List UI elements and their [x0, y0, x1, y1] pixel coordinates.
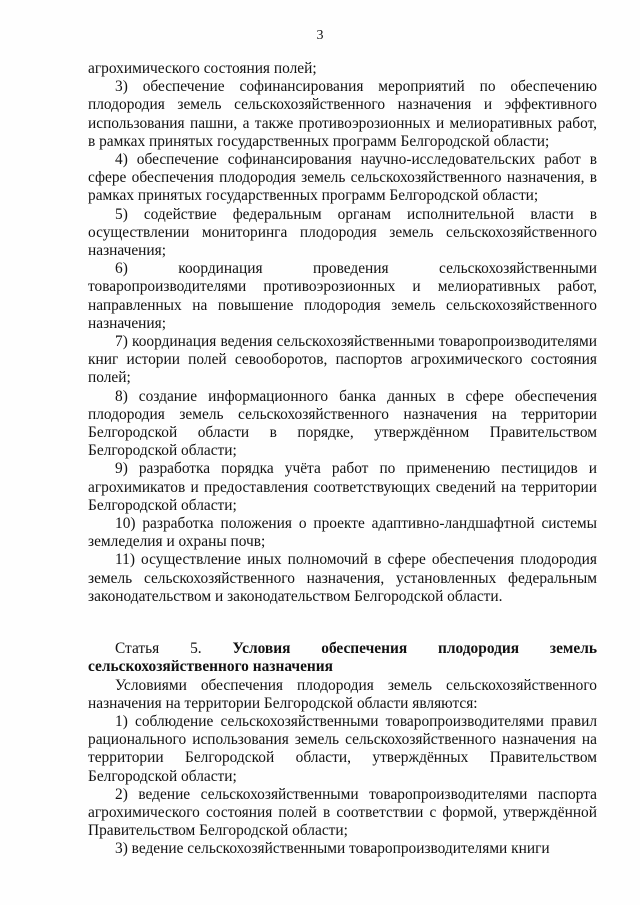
paragraph: 5) содействие федеральным органам исполнительной власти в осуществлении мониторинга плодородия земель сельскохозяйственного назначения;: [88, 205, 597, 260]
article-4-continuation: [88, 60, 597, 606]
paragraph: 1) соблюдение сельскохозяйственными товаропроизводителями правил рационального использования земель сельскохозяйственного назначения на территории Белгородской области, утверждённых Правительством Белгородской области;: [88, 712, 597, 785]
paragraph: агрохимического состояния полей;: [88, 60, 317, 77]
paragraph: 6) координация проведения сельскохозяйственными товаропроизводителями противоэрозионных и мелиоративных работ, направленных на повышение плодородия земель сельскохозяйственного назначения;: [88, 260, 597, 332]
paragraph: 4) обеспечение софинансирования научно-исследовательских работ в сфере обеспечения плодородия земель сельскохозяйственного назначения, в рамках принятых государственных программ Белгородской области;: [88, 151, 597, 205]
paragraph: 3) обеспечение софинансирования мероприятий по обеспечению плодородия земель сельскохозяйственного назначения и эффективного использования пашни, а также противоэрозионных и мелиоративных работ, в рамках принятых государственных программ Белгородской области;: [88, 78, 597, 150]
paragraph: 10) разработка положения о проекте адаптивно-ландшафтной системы земледелия и охраны почв;: [88, 515, 597, 551]
paragraph: 11) осуществление иных полномочий в сфере обеспечения плодородия земель сельскохозяйственного назначения, установленных федеральным законодательством и законодательством Белгородской области.: [88, 551, 597, 605]
document-body: [88, 60, 597, 859]
paragraph: 3) ведение сельскохозяйственными товаропроизводителями книги: [115, 840, 550, 858]
section-spacer: [88, 606, 597, 640]
article-5-body: [88, 677, 597, 859]
paragraph: Условиями обеспечения плодородия земель сельскохозяйственного назначения на территории Белгородской области являются:: [88, 676, 597, 712]
article-prefix: Статья 5.: [115, 640, 202, 658]
paragraph: 2) ведение сельскохозяйственными товаропроизводителями паспорта агрохимического состояния полей в соответствии с формой, утверждённой Правительством Белгородской области;: [88, 785, 597, 840]
article-heading: [88, 640, 597, 676]
paragraph: 9) разработка порядка учёта работ по применению пестицидов и агрохимикатов и предоставления соответствующих сведений на территории Белгородской области;: [88, 460, 597, 514]
page-number: 3: [316, 28, 324, 43]
paragraph: 7) координация ведения сельскохозяйственными товаропроизводителями книг истории полей севооборотов, паспортов агрохимического состояния полей;: [88, 333, 597, 387]
article-title: Условия обеспечения плодородия земель сельскохозяйственного назначения: [88, 640, 597, 676]
paragraph: 8) создание информационного банка данных в сфере обеспечения плодородия земель сельскохозяйственного назначения на территории Белгородской области в порядке, утверждённом Правительством Белгородской области;: [88, 387, 597, 460]
